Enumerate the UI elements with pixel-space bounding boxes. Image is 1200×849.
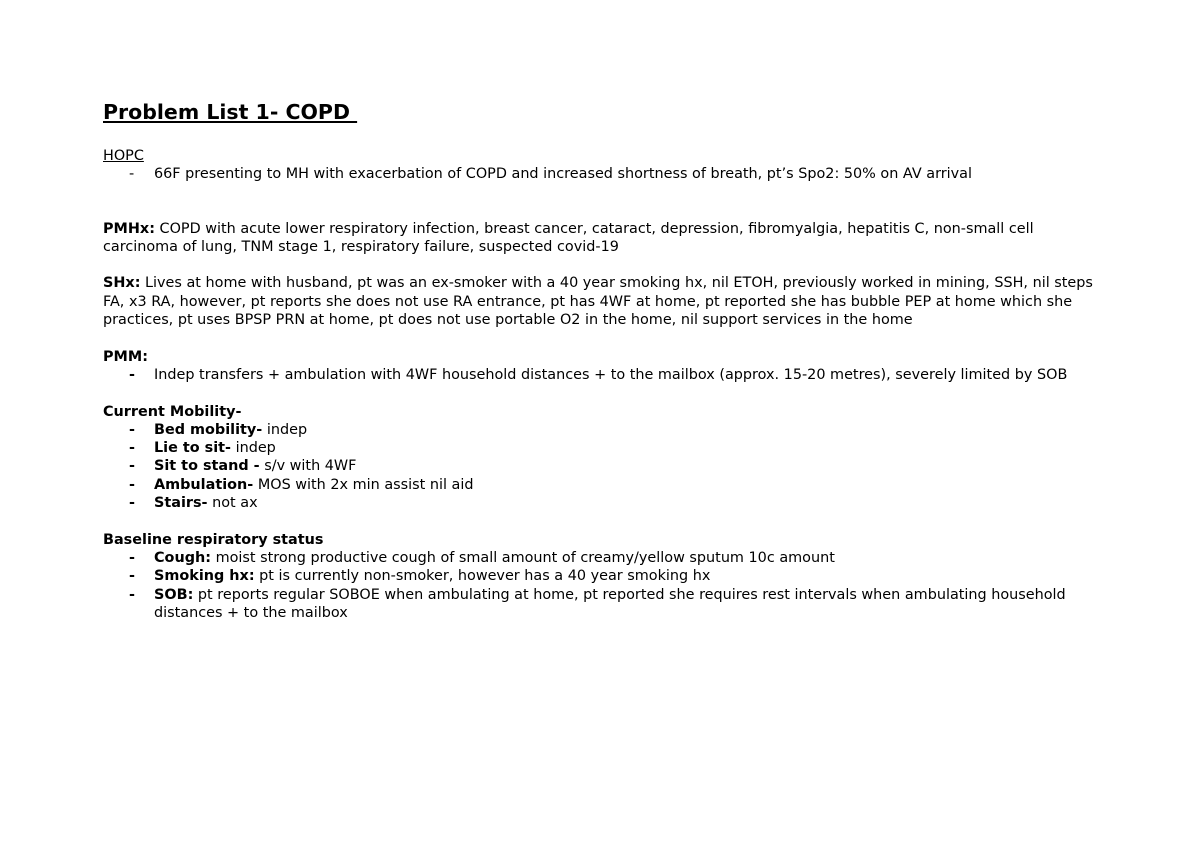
dash-bullet: - [129, 476, 135, 493]
list-item [103, 494, 1103, 512]
mobility-item-text: not ax [207, 495, 258, 512]
dash-bullet: - [129, 440, 135, 457]
dash-bullet: - [129, 421, 135, 438]
hopc-heading: HOPC [103, 148, 144, 164]
dash-bullet: - [129, 568, 135, 585]
list-item [103, 421, 1103, 439]
baseline-respiratory-section [103, 531, 1103, 622]
shx-text: Lives at home with husband, pt was an ex-smoker with a 40 year smoking hx, nil ETOH, previously worked in mining, SSH, nil steps FA, x3 RA, however, pt reports she does not use RA entrance, pt has 4WF at home, pt reported she has bubble PEP at home which she practices, pt uses BPSP PRN at home, pt does not use portable O2 in the home, nil support services in the home [103, 275, 1093, 329]
respiratory-item-text: pt reports regular SOBOE when ambulating at home, pt reported she requires rest intervals when ambulating household distances + to the mailbox [154, 586, 1066, 621]
list-item [103, 586, 1103, 623]
dash-bullet: - [129, 366, 135, 383]
current-mobility-section [103, 403, 1103, 513]
list-item [103, 439, 1103, 457]
current-mobility-list [103, 421, 1103, 512]
mobility-item-label: Stairs- [154, 495, 208, 512]
hopc-item-text: 66F presenting to MH with exacerbation of COPD and increased shortness of breath, pt’s Spo2: 50% on AV arrival [154, 166, 973, 183]
list-item [103, 476, 1103, 494]
respiratory-item-label: Cough: [154, 549, 211, 566]
mobility-item-label: Bed mobility- [154, 421, 263, 438]
pmhx-section [103, 220, 1103, 257]
dash-bullet: - [129, 166, 135, 183]
page-title: Problem List 1- COPD [103, 100, 358, 124]
respiratory-item-text: moist strong productive cough of small amount of creamy/yellow sputum 10c amount [211, 549, 835, 566]
list-item [103, 366, 1103, 384]
dash-bullet: - [129, 495, 135, 512]
respiratory-item-label: Smoking hx: [154, 568, 255, 585]
hopc-list [103, 165, 1103, 183]
respiratory-item-label: SOB: [154, 586, 194, 603]
mobility-item-text: s/v with 4WF [259, 458, 357, 475]
shx-label: SHx: [103, 275, 141, 292]
pmm-heading: PMM: [103, 348, 148, 365]
baseline-respiratory-list [103, 549, 1103, 622]
mobility-item-label: Ambulation- [154, 476, 254, 493]
respiratory-item-text: pt is currently non-smoker, however has a 40 year smoking hx [254, 568, 711, 585]
mobility-item-text: MOS with 2x min assist nil aid [253, 476, 474, 493]
document-page [103, 100, 1103, 622]
baseline-respiratory-heading: Baseline respiratory status [103, 531, 324, 548]
current-mobility-heading: Current Mobility- [103, 403, 242, 420]
dash-bullet: - [129, 586, 135, 603]
list-item [103, 457, 1103, 475]
list-item [103, 165, 1103, 183]
mobility-item-text: indep [262, 421, 308, 438]
pmm-section [103, 348, 1103, 385]
dash-bullet: - [129, 549, 135, 566]
shx-section [103, 274, 1103, 329]
pmm-list [103, 366, 1103, 384]
mobility-item-label: Lie to sit- [154, 440, 231, 457]
list-item [103, 549, 1103, 567]
pmhx-label: PMHx: [103, 220, 155, 237]
hopc-section [103, 147, 1103, 184]
mobility-item-text: indep [231, 440, 276, 457]
mobility-item-label: Sit to stand - [154, 458, 260, 475]
list-item [103, 567, 1103, 585]
dash-bullet: - [129, 458, 135, 475]
pmm-item-text: Indep transfers + ambulation with 4WF household distances + to the mailbox (approx. 15-20 metres), severely limited by SOB [154, 366, 1068, 383]
pmhx-text: COPD with acute lower respiratory infection, breast cancer, cataract, depression, fibromyalgia, hepatitis C, non-small cell carcinoma of lung, TNM stage 1, respiratory failure, suspected covid-19 [103, 220, 1034, 255]
